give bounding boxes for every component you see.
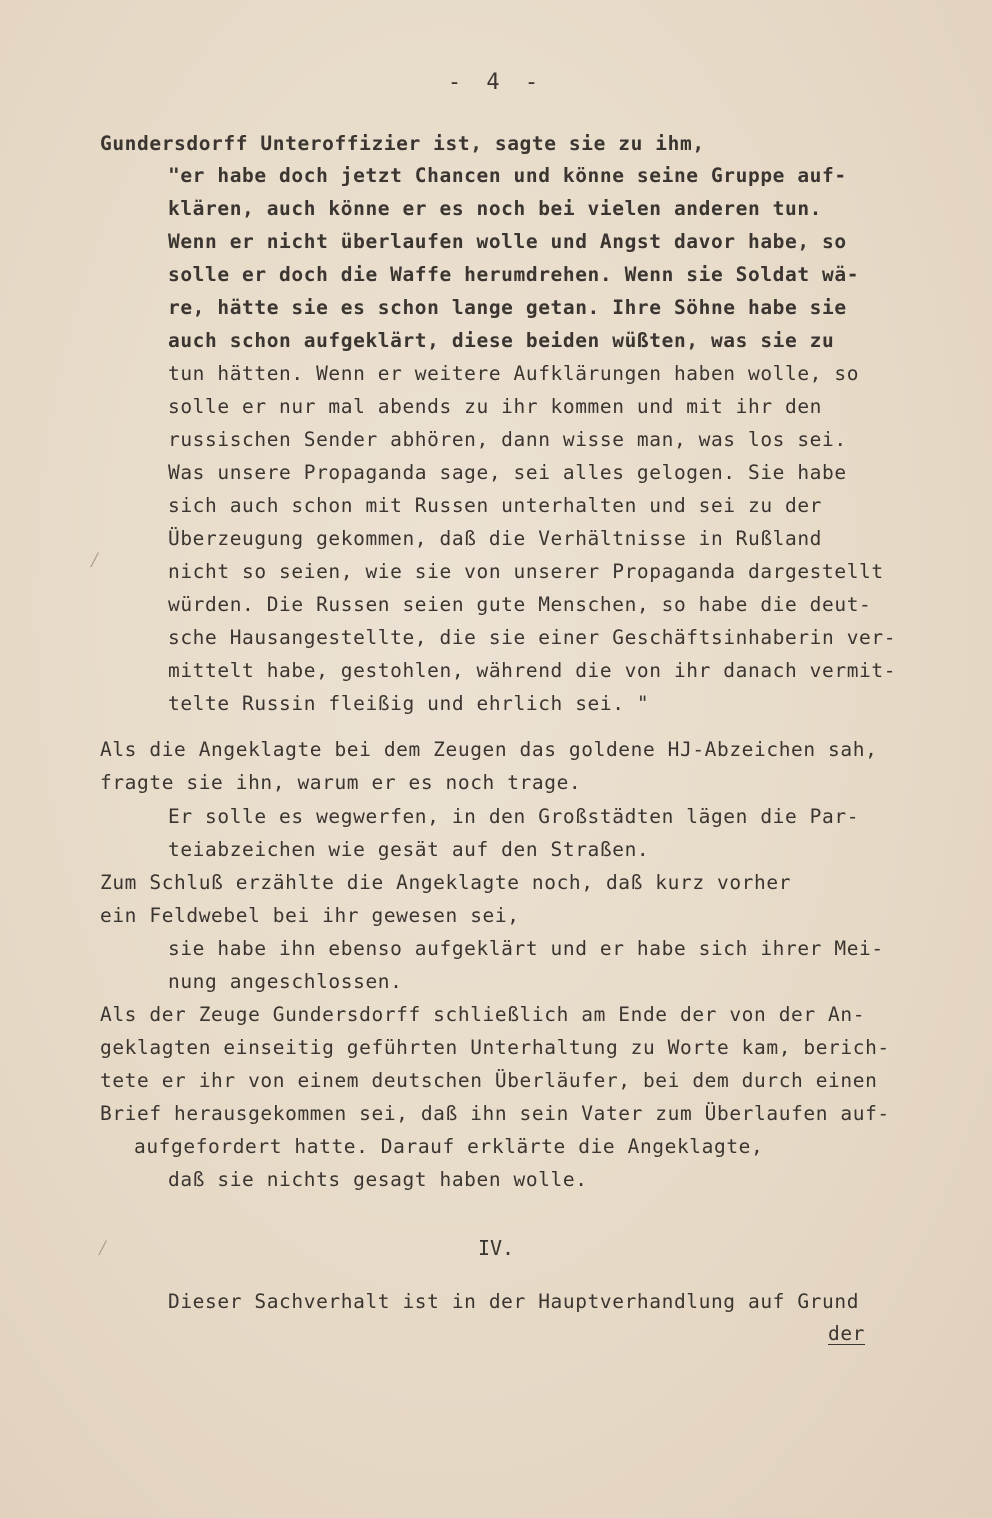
text-line: Wenn er nicht überlaufen wolle und Angst davor habe, so — [168, 230, 847, 253]
text-line: sche Hausangestellte, die sie einer Geschäftsinhaberin ver- — [168, 626, 897, 649]
text-line: würden. Die Russen seien gute Menschen, so habe die deut- — [168, 593, 872, 616]
text-line: daß sie nichts gesagt haben wolle. — [168, 1168, 588, 1191]
text-line: sie habe ihn ebenso aufgeklärt und er habe sich ihrer Mei- — [168, 937, 884, 960]
text-line: fragte sie ihn, warum er es noch trage. — [100, 771, 582, 794]
text-line: nicht so seien, wie sie von unserer Propaganda dargestellt — [168, 560, 884, 583]
text-line: Als der Zeuge Gundersdorff schließlich am Ende der von der An- — [100, 1003, 866, 1026]
text-line: mittelt habe, gestohlen, während die von ihr danach vermit- — [168, 659, 897, 682]
text-line: re, hätte sie es schon lange getan. Ihre Söhne habe sie — [168, 296, 847, 319]
text-line: "er habe doch jetzt Chancen und könne seine Gruppe auf- — [168, 164, 847, 187]
text-line: solle er doch die Waffe herumdrehen. Wenn sie Soldat wä- — [168, 263, 860, 286]
text-line: sich auch schon mit Russen unterhalten und sei zu der — [168, 494, 823, 517]
text-line: aufgefordert hatte. Darauf erklärte die Angeklagte, — [134, 1135, 764, 1158]
pencil-mark-icon: ⁄ — [88, 548, 102, 573]
text-line: Er solle es wegwerfen, in den Großstädten lägen die Par- — [168, 805, 860, 828]
text-line: Als die Angeklagte bei dem Zeugen das goldene HJ-Abzeichen sah, — [100, 738, 878, 761]
text-line: tete er ihr von einem deutschen Überläufer, bei dem durch einen — [100, 1069, 878, 1092]
text-line: solle er nur mal abends zu ihr kommen und mit ihr den — [168, 395, 823, 418]
text-line: ein Feldwebel bei ihr gewesen sei, — [100, 904, 520, 927]
text-line: Was unsere Propaganda sage, sei alles gelogen. Sie habe — [168, 461, 847, 484]
catchword: der — [828, 1322, 866, 1345]
text-line: auch schon aufgeklärt, diese beiden wüßten, was sie zu — [168, 329, 835, 352]
text-line: russischen Sender abhören, dann wisse man, was los sei. — [168, 428, 847, 451]
section-heading: IV. — [477, 1236, 515, 1260]
text-line: Dieser Sachverhalt ist in der Hauptverhandlung auf Grund — [168, 1290, 860, 1313]
text-line: telte Russin fleißig und ehrlich sei. " — [168, 692, 650, 715]
text-line: geklagten einseitig geführten Unterhaltung zu Worte kam, berich- — [100, 1036, 890, 1059]
pencil-mark-icon: ⁄ — [96, 1236, 110, 1261]
text-line: Überzeugung gekommen, daß die Verhältnisse in Rußland — [168, 527, 823, 550]
text-line: tun hätten. Wenn er weitere Aufklärungen haben wolle, so — [168, 362, 860, 385]
text-line: Brief herausgekommen sei, daß ihn sein Vater zum Überlaufen auf- — [100, 1102, 890, 1125]
text-line: klären, auch könne er es noch bei vielen anderen tun. — [168, 197, 823, 220]
text-line: Gundersdorff Unteroffizier ist, sagte sie zu ihm, — [100, 132, 705, 155]
text-line: teiabzeichen wie gesät auf den Straßen. — [168, 838, 650, 861]
text-line: Zum Schluß erzählte die Angeklagte noch, daß kurz vorher — [100, 871, 792, 894]
text-line: nung angeschlossen. — [168, 970, 403, 993]
page-number: - 4 - — [447, 70, 545, 95]
